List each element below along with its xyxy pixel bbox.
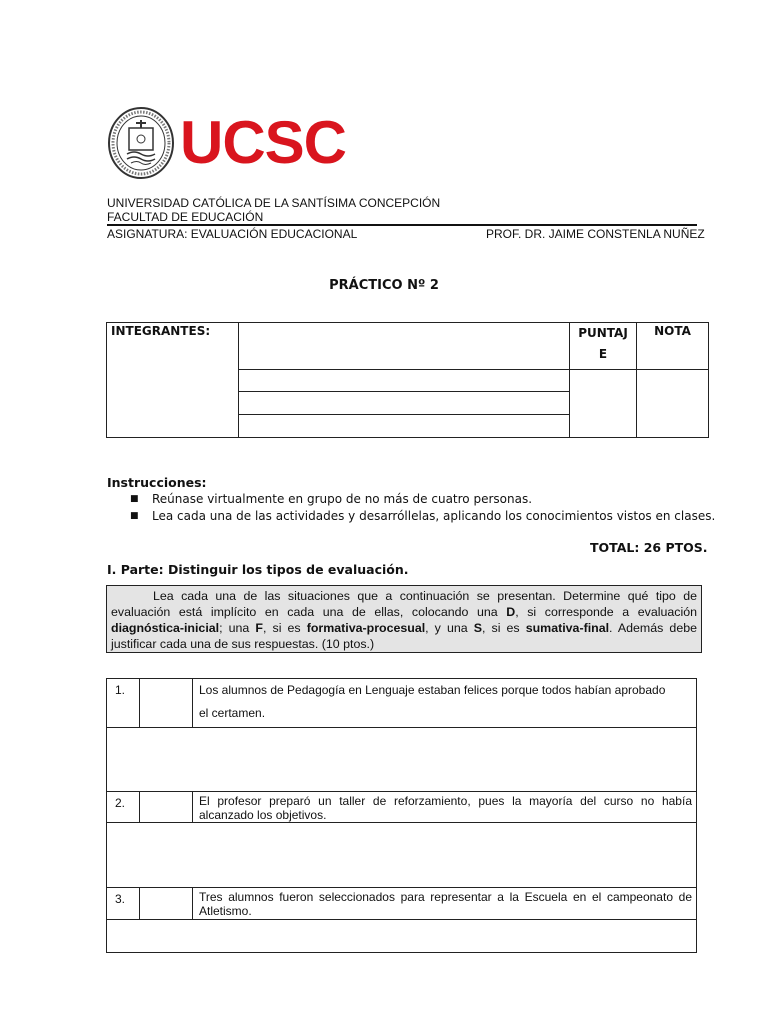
subject-label: ASIGNATURA: EVALUACIÓN EDUCACIONAL	[107, 227, 358, 241]
answer-letter-cell[interactable]	[140, 679, 193, 728]
table-row	[107, 823, 697, 888]
university-seal-icon	[107, 106, 175, 180]
member-name-cell[interactable]	[239, 370, 570, 392]
university-name: UNIVERSIDAD CATÓLICA DE LA SANTÍSIMA CONCEPCIÓN	[107, 196, 441, 210]
total-points: TOTAL: 26 PTOS.	[590, 540, 708, 555]
members-table	[106, 322, 709, 438]
page-title: PRÁCTICO Nº 2	[329, 278, 439, 293]
part1-instruction-box: Lea cada una de las situaciones que a continuación se presentan. Determine qué tipo de evaluación está implícito en cada una de ellas, colocando una D, si corresponde a evaluación diagnóstica-inicial; una F, si es formativa-procesual, y una S, si es sumativa-final. Además debe justificar cada una de sus respuestas. (10 ptos.)	[106, 585, 702, 653]
justification-cell[interactable]	[107, 920, 697, 953]
table-row	[107, 728, 697, 792]
ucsc-wordmark: UCSC	[180, 109, 347, 176]
justification-cell[interactable]	[107, 728, 697, 792]
member-name-cell[interactable]	[239, 415, 570, 438]
question-text: Los alumnos de Pedagogía en Lenguaje estaban felices porque todos habían aprobado el certamen.	[193, 679, 697, 728]
faculty-name: FACULTAD DE EDUCACIÓN	[107, 210, 264, 224]
nota-label: NOTA	[637, 323, 709, 370]
list-item: ■ Lea cada una de las actividades y desarróllelas, aplicando los conocimientos vistos en clases.	[130, 509, 716, 523]
header-rule	[107, 224, 697, 226]
answer-letter-cell[interactable]	[140, 888, 193, 920]
table-row	[107, 792, 697, 823]
question-number: 2.	[107, 792, 140, 823]
instructions-heading: Instrucciones:	[107, 475, 207, 490]
answer-letter-cell[interactable]	[140, 792, 193, 823]
question-text: Tres alumnos fueron seleccionados para representar a la Escuela en el campeonato de Atletismo.	[193, 888, 697, 920]
instructions-list	[108, 491, 728, 525]
table-row	[107, 679, 697, 728]
questions-table	[106, 678, 697, 953]
part1-heading: I. Parte: Distinguir los tipos de evaluación.	[107, 562, 409, 577]
question-text: El profesor preparó un taller de reforzamiento, pues la mayoría del curso no había alcanzado los objetivos.	[193, 792, 697, 823]
table-row	[107, 920, 697, 953]
puntaje-value-cell[interactable]	[570, 370, 637, 438]
table-row	[107, 888, 697, 920]
list-item: ■ Reúnase virtualmente en grupo de no más de cuatro personas.	[130, 492, 533, 506]
question-number: 1.	[107, 679, 140, 728]
justification-cell[interactable]	[107, 823, 697, 888]
professor-label: PROF. DR. JAIME CONSTENLA NUÑEZ	[486, 227, 705, 241]
question-number: 3.	[107, 888, 140, 920]
puntaje-label: PUNTAJ E	[570, 323, 637, 370]
member-name-cell[interactable]	[239, 323, 570, 370]
nota-value-cell[interactable]	[637, 370, 709, 438]
member-name-cell[interactable]	[239, 392, 570, 415]
integrantes-label: INTEGRANTES:	[107, 323, 239, 438]
